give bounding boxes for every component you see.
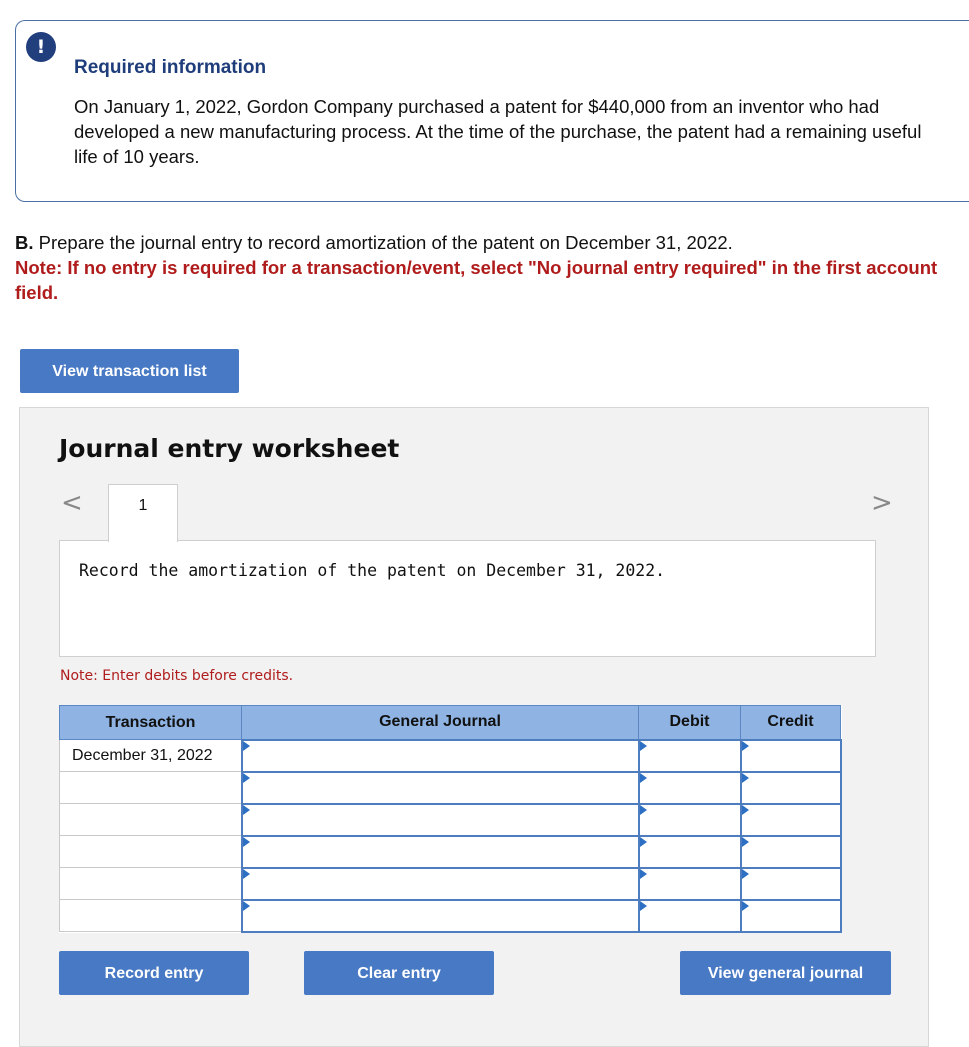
credit-field[interactable] bbox=[741, 804, 841, 836]
part-b-instructions bbox=[15, 230, 969, 305]
record-entry-button[interactable]: Record entry bbox=[59, 951, 249, 995]
debit-input[interactable] bbox=[640, 773, 740, 803]
journal-entry-worksheet bbox=[19, 407, 929, 1047]
debit-input[interactable] bbox=[640, 741, 740, 771]
chevron-right-icon[interactable]: > bbox=[871, 488, 893, 518]
debit-field[interactable] bbox=[639, 900, 741, 932]
credit-input[interactable] bbox=[742, 901, 840, 931]
journal-table bbox=[59, 705, 842, 933]
debit-field[interactable] bbox=[639, 740, 741, 772]
credit-field[interactable] bbox=[741, 772, 841, 804]
chevron-left-icon[interactable]: < bbox=[61, 488, 83, 518]
account-input[interactable] bbox=[243, 837, 638, 867]
transaction-date-cell: December 31, 2022 bbox=[60, 740, 242, 772]
credit-input[interactable] bbox=[742, 869, 840, 899]
account-select[interactable] bbox=[242, 740, 639, 772]
part-b-text: Prepare the journal entry to record amortization of the patent on December 31, 2022. bbox=[33, 232, 733, 253]
clear-entry-button[interactable]: Clear entry bbox=[304, 951, 494, 995]
account-input[interactable] bbox=[243, 773, 638, 803]
alert-icon: ! bbox=[26, 32, 56, 62]
credit-input[interactable] bbox=[742, 837, 840, 867]
transaction-date-cell bbox=[60, 836, 242, 868]
journal-table-header bbox=[60, 706, 841, 740]
required-info-title: Required information bbox=[74, 57, 267, 78]
table-row bbox=[60, 740, 841, 772]
header-credit: Credit bbox=[741, 706, 841, 740]
worksheet-tab-1[interactable]: 1 bbox=[108, 484, 178, 542]
credit-field[interactable] bbox=[741, 836, 841, 868]
part-b-label: B. bbox=[15, 232, 34, 253]
credit-field[interactable] bbox=[741, 900, 841, 932]
account-input[interactable] bbox=[243, 741, 638, 771]
credit-input[interactable] bbox=[742, 773, 840, 803]
transaction-date-cell bbox=[60, 804, 242, 836]
debit-input[interactable] bbox=[640, 869, 740, 899]
debit-field[interactable] bbox=[639, 868, 741, 900]
worksheet-title: Journal entry worksheet bbox=[59, 434, 400, 463]
table-row bbox=[60, 772, 841, 804]
debit-input[interactable] bbox=[640, 837, 740, 867]
account-input[interactable] bbox=[243, 901, 638, 931]
account-select[interactable] bbox=[242, 868, 639, 900]
credit-field[interactable] bbox=[741, 740, 841, 772]
debit-field[interactable] bbox=[639, 836, 741, 868]
entry-description: Record the amortization of the patent on December 31, 2022. bbox=[79, 561, 666, 580]
account-input[interactable] bbox=[243, 869, 638, 899]
table-row bbox=[60, 900, 841, 932]
transaction-date-cell bbox=[60, 868, 242, 900]
account-input[interactable] bbox=[243, 805, 638, 835]
header-general-journal: General Journal bbox=[242, 706, 639, 740]
transaction-date-cell bbox=[60, 772, 242, 804]
account-select[interactable] bbox=[242, 804, 639, 836]
credit-input[interactable] bbox=[742, 805, 840, 835]
transaction-date-cell bbox=[60, 900, 242, 932]
table-row bbox=[60, 868, 841, 900]
debits-credits-note: Note: Enter debits before credits. bbox=[60, 668, 294, 684]
part-b-note: Note: If no entry is required for a transaction/event, select "No journal entry required" in the first account field. bbox=[15, 257, 938, 303]
table-row bbox=[60, 836, 841, 868]
account-select[interactable] bbox=[242, 900, 639, 932]
debit-input[interactable] bbox=[640, 901, 740, 931]
required-info-body: On January 1, 2022, Gordon Company purchased a patent for $440,000 from an inventor who had developed a new manufacturing process. At the time of the purchase, the patent had a remaining useful life of 10 years. bbox=[74, 96, 922, 167]
header-debit: Debit bbox=[639, 706, 741, 740]
debit-field[interactable] bbox=[639, 804, 741, 836]
view-transaction-list-button[interactable]: View transaction list bbox=[20, 349, 239, 393]
credit-input[interactable] bbox=[742, 741, 840, 771]
credit-field[interactable] bbox=[741, 868, 841, 900]
account-select[interactable] bbox=[242, 772, 639, 804]
header-transaction: Transaction bbox=[60, 706, 242, 740]
entry-description-box bbox=[59, 540, 876, 657]
table-row bbox=[60, 804, 841, 836]
debit-field[interactable] bbox=[639, 772, 741, 804]
account-select[interactable] bbox=[242, 836, 639, 868]
view-general-journal-button[interactable]: View general journal bbox=[680, 951, 891, 995]
debit-input[interactable] bbox=[640, 805, 740, 835]
